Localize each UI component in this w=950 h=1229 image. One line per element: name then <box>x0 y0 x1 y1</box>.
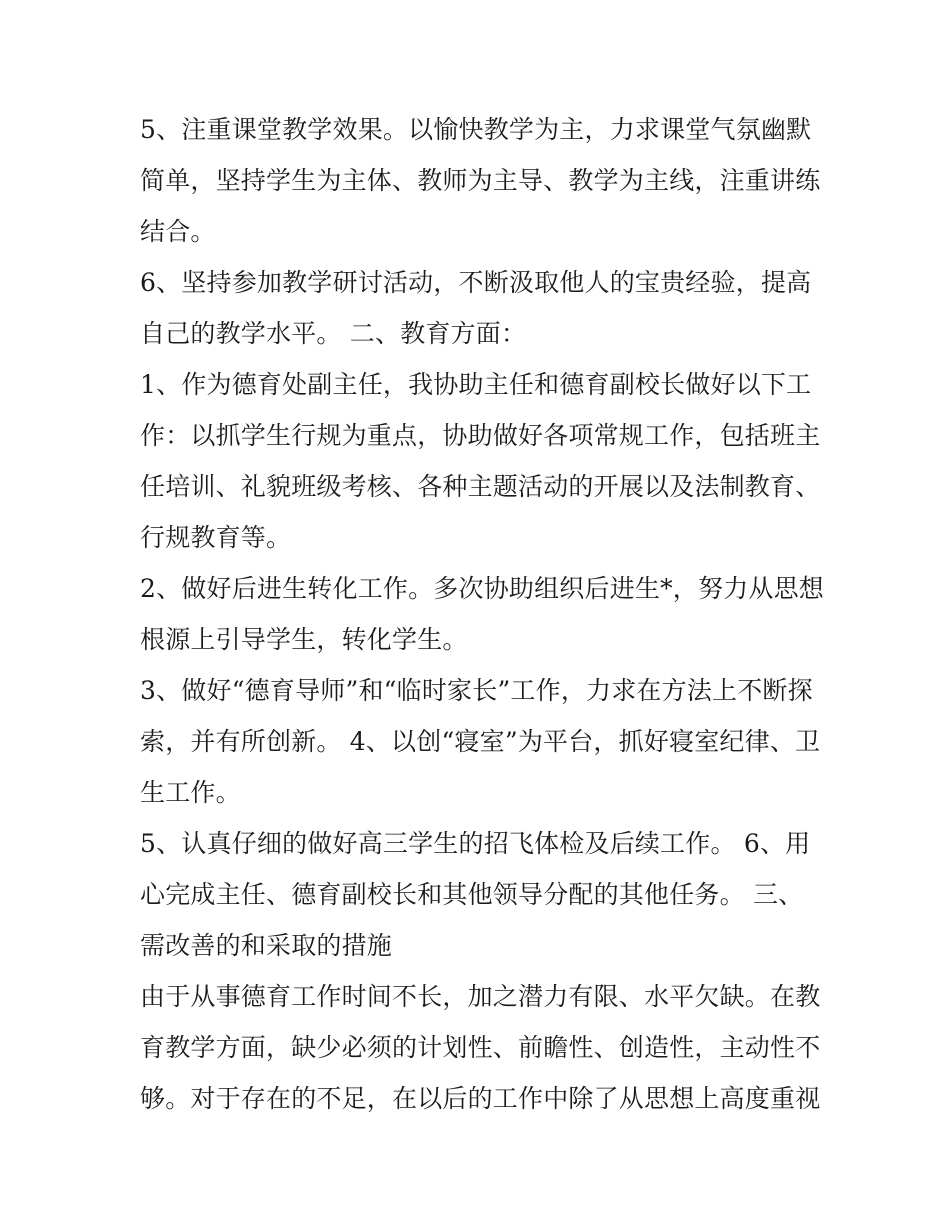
text-line: 心完成主任、德育副校长和其他领导分配的其他任务。 三、 <box>140 880 804 909</box>
text-line: 自己的教学水平。 二、教育方面： <box>140 319 527 348</box>
text-line: 任培训、礼貌班级考核、各种主题活动的开展以及法制教育、 <box>140 472 821 501</box>
text-line: 育教学方面，缺少必须的计划性、前瞻性、创造性，主动性不 <box>140 1033 821 1062</box>
text-line: 够。对于存在的不足，在以后的工作中除了从思想上高度重视 <box>140 1084 821 1113</box>
text-line: 结合。 <box>140 217 216 246</box>
text-line: 行规教育等。 <box>140 523 292 552</box>
document-body <box>140 108 830 1128</box>
text-line: 由于从事德育工作时间不长，加之潜力有限、水平欠缺。在教 <box>140 982 821 1011</box>
text-line: 1、作为德育处副主任，我协助主任和德育副校长做好以下工 <box>140 370 812 399</box>
text-line: 2、做好后进生转化工作。多次协助组织后进生*，努力从思想 <box>140 574 825 603</box>
text-line: 作：以抓学生行规为重点，协助做好各项常规工作，包括班主 <box>140 421 821 450</box>
text-line: 简单，坚持学生为主体、教师为主导、教学为主线，注重讲练 <box>140 166 821 195</box>
text-line: 生工作。 <box>140 778 241 807</box>
text-line: 索，并有所创新。 4、以创“寝室”为平台，抓好寝室纪律、卫 <box>140 727 821 756</box>
text-line: 需改善的和采取的措施 <box>140 931 393 960</box>
text-line: 5、认真仔细的做好高三学生的招飞体检及后续工作。 6、用 <box>140 829 811 858</box>
text-line: 3、做好“德育导师”和“临时家长”工作，力求在方法上不断探 <box>140 676 813 705</box>
text-line: 5、注重课堂教学效果。以愉快教学为主，力求课堂气氛幽默 <box>140 115 812 144</box>
text-line: 根源上引导学生，转化学生。 <box>140 625 468 654</box>
text-line: 6、坚持参加教学研讨活动，不断汲取他人的宝贵经验，提高 <box>140 268 812 297</box>
